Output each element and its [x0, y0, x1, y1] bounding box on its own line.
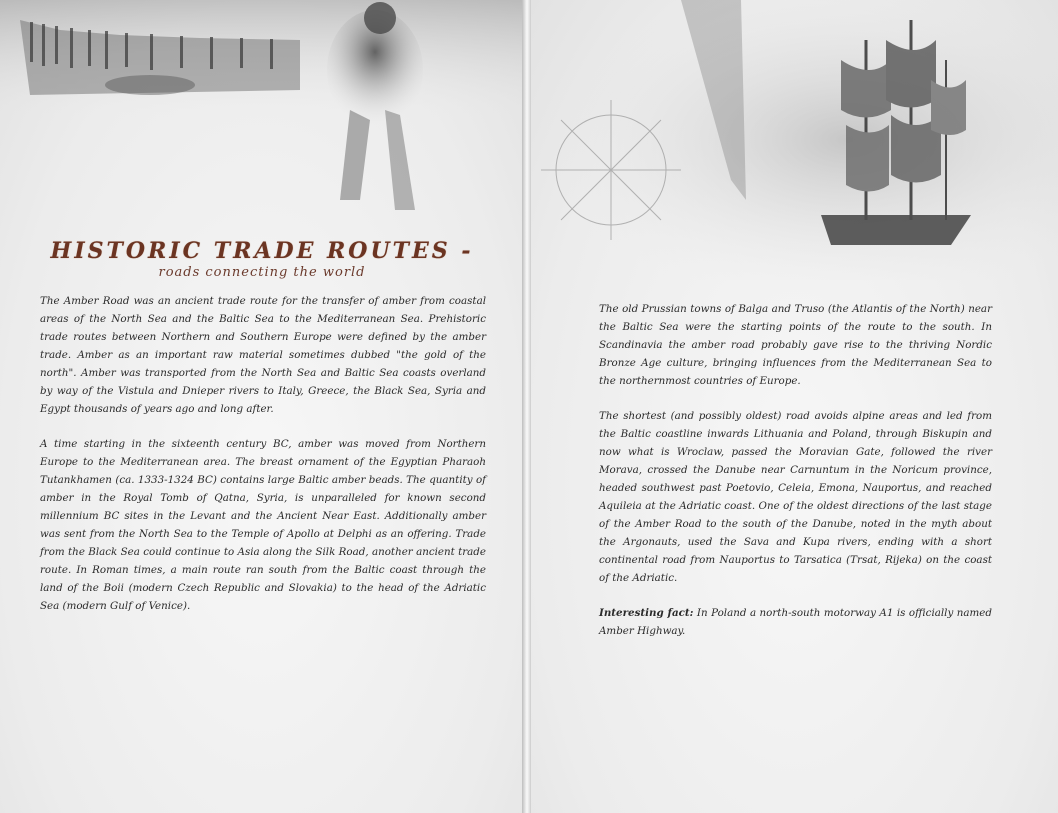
paragraph: The shortest (and possibly oldest) road avoids alpine areas and led from the Baltic coastline inwards Lithuania and Poland, through Biskupin and now what is Wroclaw, passed the Moravian Gate, followed the river Morava, crossed the Danube near Carnuntum in the Noricum province, headed southwest past Poetovio, Celeia, Emona, Nauportus, and reached Aquileia at the Adriatic coast. One of the oldest directions of the last stage of the Amber Road to the south of the Danube, noted in the myth about the Argonauts, used the Sava and Kupa rivers, ending with a short continental road from Nauportus to Tarsatica (Trsat, Rijeka) on the coast of the Adriatic.: [599, 410, 992, 584]
paragraph: The Amber Road was an ancient trade route for the transfer of amber from coastal areas of the North Sea and the Baltic Sea to the Mediterranean Sea. Prehistoric trade routes between Northern and Southern Europe were defined by the amber trade. Amber as an important raw material sometimes dubbed "the gold of the north". Amber was transported from the North Sea and Baltic Sea coasts overland by way of the Vistula and Dnieper rivers to Italy, Greece, the Black Sea, Syria and Egypt thousands of years ago and long after.: [40, 295, 486, 415]
fact-lead: Interesting fact:: [599, 607, 694, 619]
fact-text: In Poland a north-south motorway A1 is officially named Amber Highway.: [599, 607, 992, 637]
title-block: [0, 238, 524, 280]
interesting-fact: [599, 604, 992, 640]
right-page: [530, 0, 1058, 813]
left-body-text: [40, 292, 486, 632]
army-illustration: [0, 0, 524, 240]
right-body-text: [599, 300, 992, 657]
left-page: [0, 0, 525, 813]
paragraph: The old Prussian towns of Balga and Truso (the Atlantis of the North) near the Baltic Sea were the starting points of the route to the south. In Scandinavia the amber road probably gave rise to the thriving Nordic Bronze Age culture, bringing influences from the Mediterranean Sea to the northernmost countries of Europe.: [599, 303, 992, 387]
page-title: HISTORIC TRADE ROUTES -: [50, 238, 474, 264]
page-subtitle: roads connecting the world: [158, 265, 366, 280]
paragraph: A time starting in the sixteenth century BC, amber was moved from Northern Europe to the Mediterranean area. The breast ornament of the Egyptian Pharaoh Tutankhamen (ca. 1333-1324 BC) contains large Baltic amber beads. The quantity of amber in the Royal Tomb of Qatna, Syria, is unparalleled for known second millennium BC sites in the Levant and the Ancient Near East. Additionally amber was sent from the North Sea to the Temple of Apollo at Delphi as an offering. Trade from the Black Sea could continue to Asia along the Silk Road, another ancient trade route. In Roman times, a main route ran south from the Baltic coast through the land of the Boii (modern Czech Republic and Slovakia) to the head of the Adriatic Sea (modern Gulf of Venice).: [40, 438, 486, 612]
sailing-ship-and-map-illustration: [531, 0, 1058, 300]
